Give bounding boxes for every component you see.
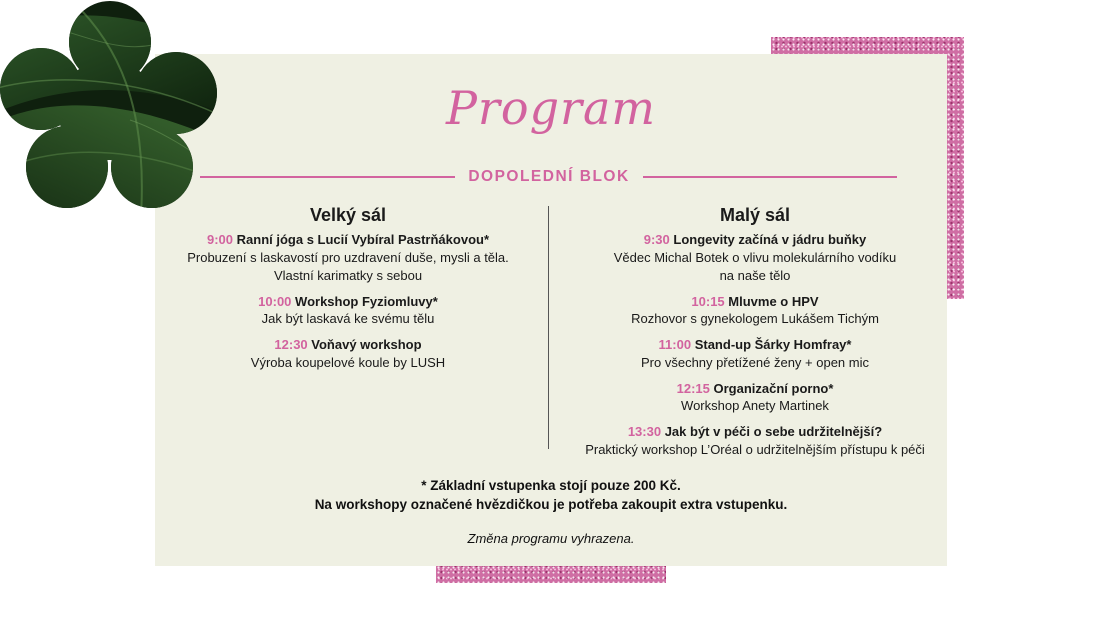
program-title: Program — [445, 81, 657, 135]
session-title: Voňavý workshop — [311, 337, 422, 352]
column-divider — [548, 206, 549, 449]
program-disclaimer: Změna programu vyhrazena. — [467, 531, 635, 546]
hall-column-velky — [168, 203, 528, 380]
session-time: 12:30 — [274, 337, 308, 352]
session-item — [565, 423, 945, 459]
session-title: Workshop Fyziomluvy* — [295, 293, 438, 309]
session-item — [565, 380, 945, 416]
session-time: 9:00 — [206, 232, 234, 247]
session-title: Mluvme o HPV — [728, 293, 819, 309]
session-time: 11:00 — [658, 337, 692, 352]
session-item — [565, 336, 945, 372]
session-item — [565, 231, 945, 285]
session-description: Workshop Anety Martinek — [681, 398, 829, 413]
heading-rule-right — [643, 176, 897, 178]
hall-title: Velký sál — [309, 205, 387, 225]
session-item — [168, 293, 528, 329]
session-time: 9:30 — [643, 232, 670, 247]
hall-column-maly — [565, 203, 945, 467]
session-description: Výroba koupelové koule by LUSH — [250, 354, 446, 370]
hall-title: Malý sál — [719, 205, 791, 225]
session-time: 10:15 — [691, 293, 725, 309]
session-title: Ranní jóga s Lucií Vybíral Pastrňákovou* — [236, 232, 490, 247]
session-item — [565, 293, 945, 329]
heading-rule-left — [200, 176, 455, 178]
session-description: Vědec Michal Botek o vlivu molekulárního vodíku na naše tělo — [613, 249, 897, 283]
session-item — [168, 336, 528, 372]
session-time: 12:15 — [676, 380, 710, 396]
session-time: 13:30 — [627, 424, 662, 439]
ticket-footnote: * Základní vstupenka stojí pouze 200 Kč. Na workshopy označené hvězdičkou je potřeba zakoupit extra vstupenku. — [314, 478, 788, 512]
session-title: Stand-up Šárky Homfray* — [694, 337, 852, 352]
session-description: Jak být laskavá ke svému tělu — [261, 311, 435, 326]
session-description: Pro všechny přetížené ženy + open mic — [641, 354, 869, 370]
session-item — [168, 231, 528, 285]
session-title: Jak být v péči o sebe udržitelnější? — [664, 424, 883, 439]
session-title: Organizační porno* — [713, 380, 834, 396]
block-heading: DOPOLEDNÍ BLOK — [468, 168, 630, 185]
session-time: 10:00 — [258, 293, 292, 309]
session-title: Longevity začíná v jádru buňky — [673, 232, 867, 247]
session-description: Probuzení s laskavostí pro uzdravení duše, mysli a těla. Vlastní karimatky s sebou — [187, 249, 509, 283]
session-description: Rozhovor s gynekologem Lukášem Tichým — [631, 311, 879, 326]
session-description: Praktický workshop L’Oréal o udržitelnějším přístupu k péči — [585, 441, 925, 457]
